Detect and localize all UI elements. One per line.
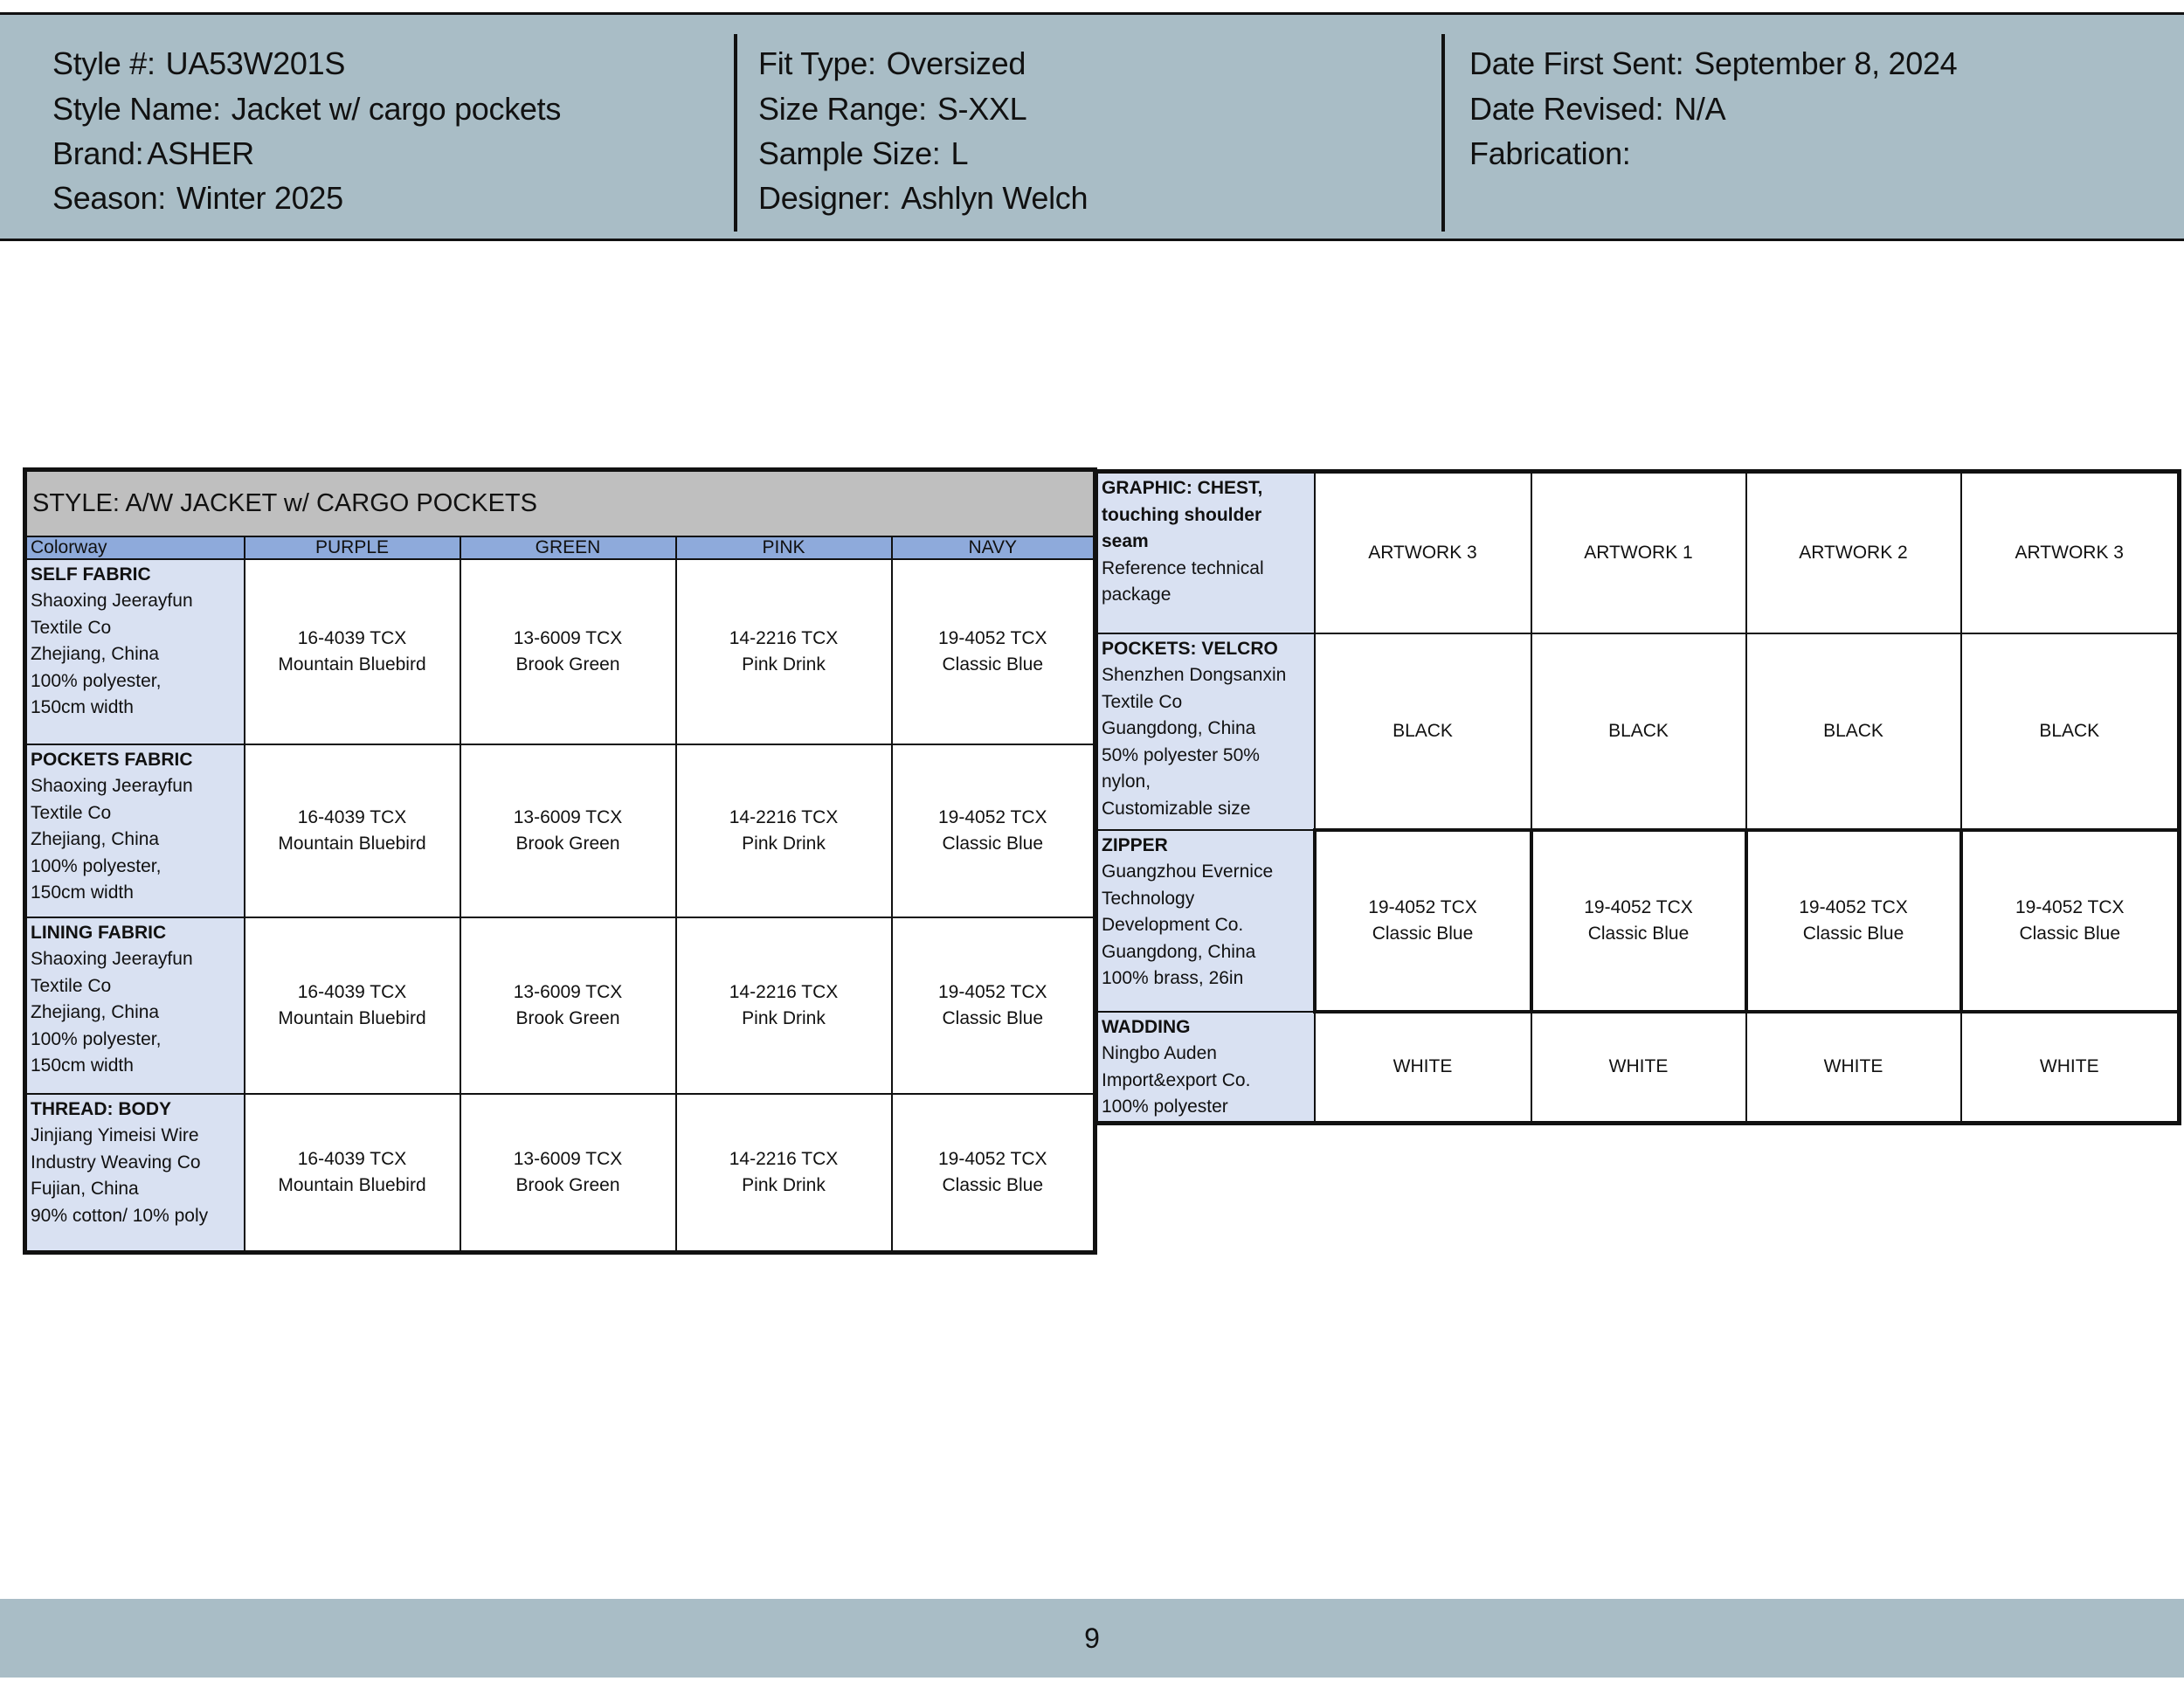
trim-value: ARTWORK 2 [1799, 542, 1908, 563]
trim-detail-line: Customizable size [1102, 798, 1251, 819]
color-spec-cell [245, 1094, 460, 1253]
color-spec-cell [892, 1094, 1095, 1253]
pantone-code: 19-4052 TCX [937, 806, 1047, 827]
brand-value: ASHER [147, 135, 254, 171]
material-detail-line: 150cm width [31, 697, 134, 717]
color-name: Classic Blue [1587, 923, 1690, 944]
material-detail-line: 100% polyester, [31, 855, 162, 876]
trim-spec-cell [1531, 830, 1746, 1012]
color-name: Brook Green [515, 833, 620, 854]
style-number-value: UA53W201S [165, 45, 346, 81]
trim-detail-line: Guangdong, China [1102, 941, 1256, 962]
trim-value: WHITE [2039, 1056, 2099, 1076]
trim-value: BLACK [1393, 720, 1453, 741]
date-revised-row [1469, 91, 1725, 128]
designer-value: Ashlyn Welch [901, 180, 1089, 216]
color-name: Classic Blue [1802, 923, 1904, 944]
trim-spec-cell [1961, 633, 2180, 830]
trim-name: ZIPPER [1102, 834, 1168, 855]
material-detail-line: 100% polyester, [31, 670, 162, 691]
date-first-sent-row [1469, 45, 1957, 82]
trim-detail-line: 50% polyester 50% [1102, 744, 1260, 765]
style-name-value: Jacket w/ cargo pockets [231, 91, 562, 127]
color-name: Brook Green [515, 1007, 620, 1028]
trim-detail-line: Development Co. [1102, 915, 1244, 935]
trim-detail-line: nylon, [1102, 771, 1151, 792]
table-row [1096, 633, 2180, 830]
trim-value: ARTWORK 3 [2015, 542, 2124, 563]
color-name: Classic Blue [1372, 923, 1474, 944]
table-row [25, 1094, 1095, 1253]
pantone-code: 19-4052 TCX [937, 627, 1047, 648]
color-name: Classic Blue [942, 833, 1044, 854]
material-detail-line: Textile Co [31, 975, 112, 996]
trim-spec-cell [1315, 633, 1531, 830]
sample-size-value: L [950, 135, 969, 171]
date-first-sent-value: September 8, 2024 [1694, 45, 1958, 81]
pantone-code: 13-6009 TCX [513, 806, 623, 827]
trim-value: BLACK [1608, 720, 1669, 741]
pantone-code: 14-2216 TCX [729, 1148, 839, 1169]
style-number-label: Style #: [52, 45, 156, 81]
pantone-code: 14-2216 TCX [729, 627, 839, 648]
pantone-code: 16-4039 TCX [297, 1148, 407, 1169]
trim-spec-cell [1746, 472, 1961, 633]
header-divider [734, 34, 737, 232]
trim-description [1096, 472, 1315, 633]
column-header-green: GREEN [460, 536, 676, 559]
table-row [25, 917, 1095, 1094]
material-detail-line: Fujian, China [31, 1179, 139, 1199]
color-spec-cell [460, 744, 676, 917]
table-row [1096, 830, 2180, 1012]
header-divider [1441, 34, 1445, 232]
fit-type-row [758, 45, 1026, 82]
column-header-navy: NAVY [892, 536, 1095, 559]
trim-value: BLACK [2039, 720, 2100, 741]
trim-name: GRAPHIC: CHEST, [1102, 478, 1263, 498]
trim-name: POCKETS: VELCRO [1102, 638, 1278, 659]
colorway-header-row [25, 536, 1095, 559]
trim-spec-cell [1746, 830, 1961, 1012]
trim-spec-cell [1315, 830, 1531, 1012]
pantone-code: 13-6009 TCX [513, 627, 623, 648]
table-row [1096, 472, 2180, 633]
color-name: Classic Blue [942, 1007, 1044, 1028]
material-detail-line: Textile Co [31, 802, 112, 823]
material-name: SELF FABRIC [31, 564, 151, 585]
trim-detail-line: Guangdong, China [1102, 718, 1256, 738]
pantone-code: 19-4052 TCX [2015, 896, 2125, 917]
trim-detail-line: 100% polyester [1102, 1097, 1228, 1117]
pantone-code: 13-6009 TCX [513, 1148, 623, 1169]
style-name-label: Style Name: [52, 91, 221, 127]
spec-header [0, 12, 2184, 241]
column-header-pink: PINK [676, 536, 892, 559]
color-spec-cell [892, 559, 1095, 744]
trim-detail-line: package [1102, 585, 1171, 605]
color-spec-cell [676, 744, 892, 917]
pantone-code: 16-4039 TCX [297, 981, 407, 1002]
colorway-table-title-row [25, 470, 1095, 536]
table-row [25, 744, 1095, 917]
material-name: LINING FABRIC [31, 922, 167, 943]
brand-row [52, 135, 254, 172]
trim-detail-line: Technology [1102, 888, 1195, 909]
date-revised-value: N/A [1674, 91, 1726, 127]
color-name: Pink Drink [742, 833, 826, 854]
material-name: POCKETS FABRIC [31, 749, 193, 770]
colorway-table-title: STYLE: A/W JACKET w/ CARGO POCKETS [25, 470, 1095, 536]
trim-value: ARTWORK 1 [1584, 542, 1693, 563]
pantone-code: 14-2216 TCX [729, 981, 839, 1002]
trim-detail-line: Reference technical [1102, 557, 1264, 578]
color-spec-cell [676, 1094, 892, 1253]
column-header-purple: PURPLE [245, 536, 460, 559]
page-footer [0, 1599, 2184, 1678]
trim-detail-line: Ningbo Auden [1102, 1043, 1217, 1063]
color-spec-cell [676, 559, 892, 744]
color-name: Mountain Bluebird [278, 654, 426, 675]
material-detail-line: 90% cotton/ 10% poly [31, 1205, 209, 1226]
color-spec-cell [676, 917, 892, 1094]
fit-type-value: Oversized [886, 45, 1026, 81]
style-name-row [52, 91, 561, 128]
color-name: Classic Blue [942, 654, 1044, 675]
trim-spec-cell [1531, 472, 1746, 633]
color-name: Classic Blue [942, 1174, 1044, 1195]
trim-spec-cell [1315, 472, 1531, 633]
color-spec-cell [245, 744, 460, 917]
date-first-sent-label: Date First Sent: [1469, 45, 1684, 81]
material-detail-line: Shaoxing Jeerayfun [31, 949, 193, 969]
pantone-code: 14-2216 TCX [729, 806, 839, 827]
pantone-code: 16-4039 TCX [297, 627, 407, 648]
table-row [25, 559, 1095, 744]
trim-spec-cell [1746, 633, 1961, 830]
color-spec-cell [460, 559, 676, 744]
color-name: Mountain Bluebird [278, 833, 426, 854]
pantone-code: 19-4052 TCX [1799, 896, 1908, 917]
page-number: 9 [1084, 1622, 1100, 1654]
material-description [25, 744, 245, 917]
material-name: THREAD: BODY [31, 1098, 171, 1119]
color-name: Brook Green [515, 1174, 620, 1195]
season-label: Season: [52, 180, 166, 216]
color-name: Classic Blue [2019, 923, 2121, 944]
designer-row [758, 180, 1088, 217]
trim-spec-cell [1961, 1012, 2180, 1124]
fabrication-label: Fabrication: [1469, 135, 1631, 171]
size-range-value: S-XXL [936, 91, 1027, 127]
pantone-code: 19-4052 TCX [1368, 896, 1477, 917]
color-name: Pink Drink [742, 654, 826, 675]
material-detail-line: Zhejiang, China [31, 1002, 160, 1022]
pantone-code: 16-4039 TCX [297, 806, 407, 827]
table-row [1096, 1012, 2180, 1124]
designer-label: Designer: [758, 180, 891, 216]
color-spec-cell [892, 917, 1095, 1094]
pantone-code: 19-4052 TCX [937, 981, 1047, 1002]
colorway-table [23, 467, 1097, 1255]
season-value: Winter 2025 [176, 180, 343, 216]
material-detail-line: Shaoxing Jeerayfun [31, 591, 193, 611]
column-header-colorway: Colorway [25, 536, 245, 559]
trim-description [1096, 1012, 1315, 1124]
fit-type-label: Fit Type: [758, 45, 876, 81]
size-range-label: Size Range: [758, 91, 927, 127]
material-detail-line: Textile Co [31, 617, 112, 638]
material-detail-line: Jinjiang Yimeisi Wire [31, 1125, 199, 1145]
material-detail-line: 100% polyester, [31, 1028, 162, 1049]
pantone-code: 19-4052 TCX [1584, 896, 1693, 917]
trims-table [1094, 469, 2181, 1125]
material-detail-line: Zhejiang, China [31, 829, 160, 849]
trim-spec-cell [1961, 472, 2180, 633]
pantone-code: 13-6009 TCX [513, 981, 623, 1002]
color-name: Mountain Bluebird [278, 1174, 426, 1195]
trim-name: WADDING [1102, 1016, 1191, 1037]
trim-value: WHITE [1393, 1056, 1453, 1076]
trim-value: BLACK [1823, 720, 1883, 741]
color-spec-cell [460, 1094, 676, 1253]
trim-description [1096, 633, 1315, 830]
material-detail-line: 150cm width [31, 882, 134, 903]
trim-spec-cell [1531, 633, 1746, 830]
season-row [52, 180, 343, 217]
trim-detail-line: Import&export Co. [1102, 1069, 1251, 1090]
trim-detail-line: Guangzhou Evernice [1102, 861, 1274, 882]
sample-size-row [758, 135, 968, 172]
color-spec-cell [460, 917, 676, 1094]
trim-name: touching shoulder seam [1102, 504, 1262, 551]
pantone-code: 19-4052 TCX [937, 1148, 1047, 1169]
material-detail-line: Zhejiang, China [31, 644, 160, 664]
color-name: Mountain Bluebird [278, 1007, 426, 1028]
trim-detail-line: 100% brass, 26in [1102, 968, 1244, 988]
material-description [25, 1094, 245, 1253]
size-range-row [758, 91, 1026, 128]
trim-description [1096, 830, 1315, 1012]
trim-value: WHITE [1608, 1056, 1669, 1076]
fabrication-row [1469, 135, 1641, 172]
material-description [25, 559, 245, 744]
trim-spec-cell [1961, 830, 2180, 1012]
trim-spec-cell [1746, 1012, 1961, 1124]
brand-label: Brand: [52, 135, 144, 171]
trim-value: ARTWORK 3 [1368, 542, 1477, 563]
color-name: Pink Drink [742, 1007, 826, 1028]
style-number-row [52, 45, 345, 82]
material-detail-line: Industry Weaving Co [31, 1152, 201, 1173]
color-spec-cell [245, 559, 460, 744]
trim-spec-cell [1531, 1012, 1746, 1124]
color-name: Pink Drink [742, 1174, 826, 1195]
material-detail-line: 150cm width [31, 1055, 134, 1076]
trim-detail-line: Shenzhen Dongsanxin [1102, 665, 1287, 685]
trim-detail-line: Textile Co [1102, 691, 1183, 712]
trim-spec-cell [1315, 1012, 1531, 1124]
material-detail-line: Shaoxing Jeerayfun [31, 776, 193, 796]
color-spec-cell [892, 744, 1095, 917]
color-spec-cell [245, 917, 460, 1094]
material-description [25, 917, 245, 1094]
sample-size-label: Sample Size: [758, 135, 941, 171]
date-revised-label: Date Revised: [1469, 91, 1664, 127]
color-name: Brook Green [515, 654, 620, 675]
trim-value: WHITE [1823, 1056, 1883, 1076]
